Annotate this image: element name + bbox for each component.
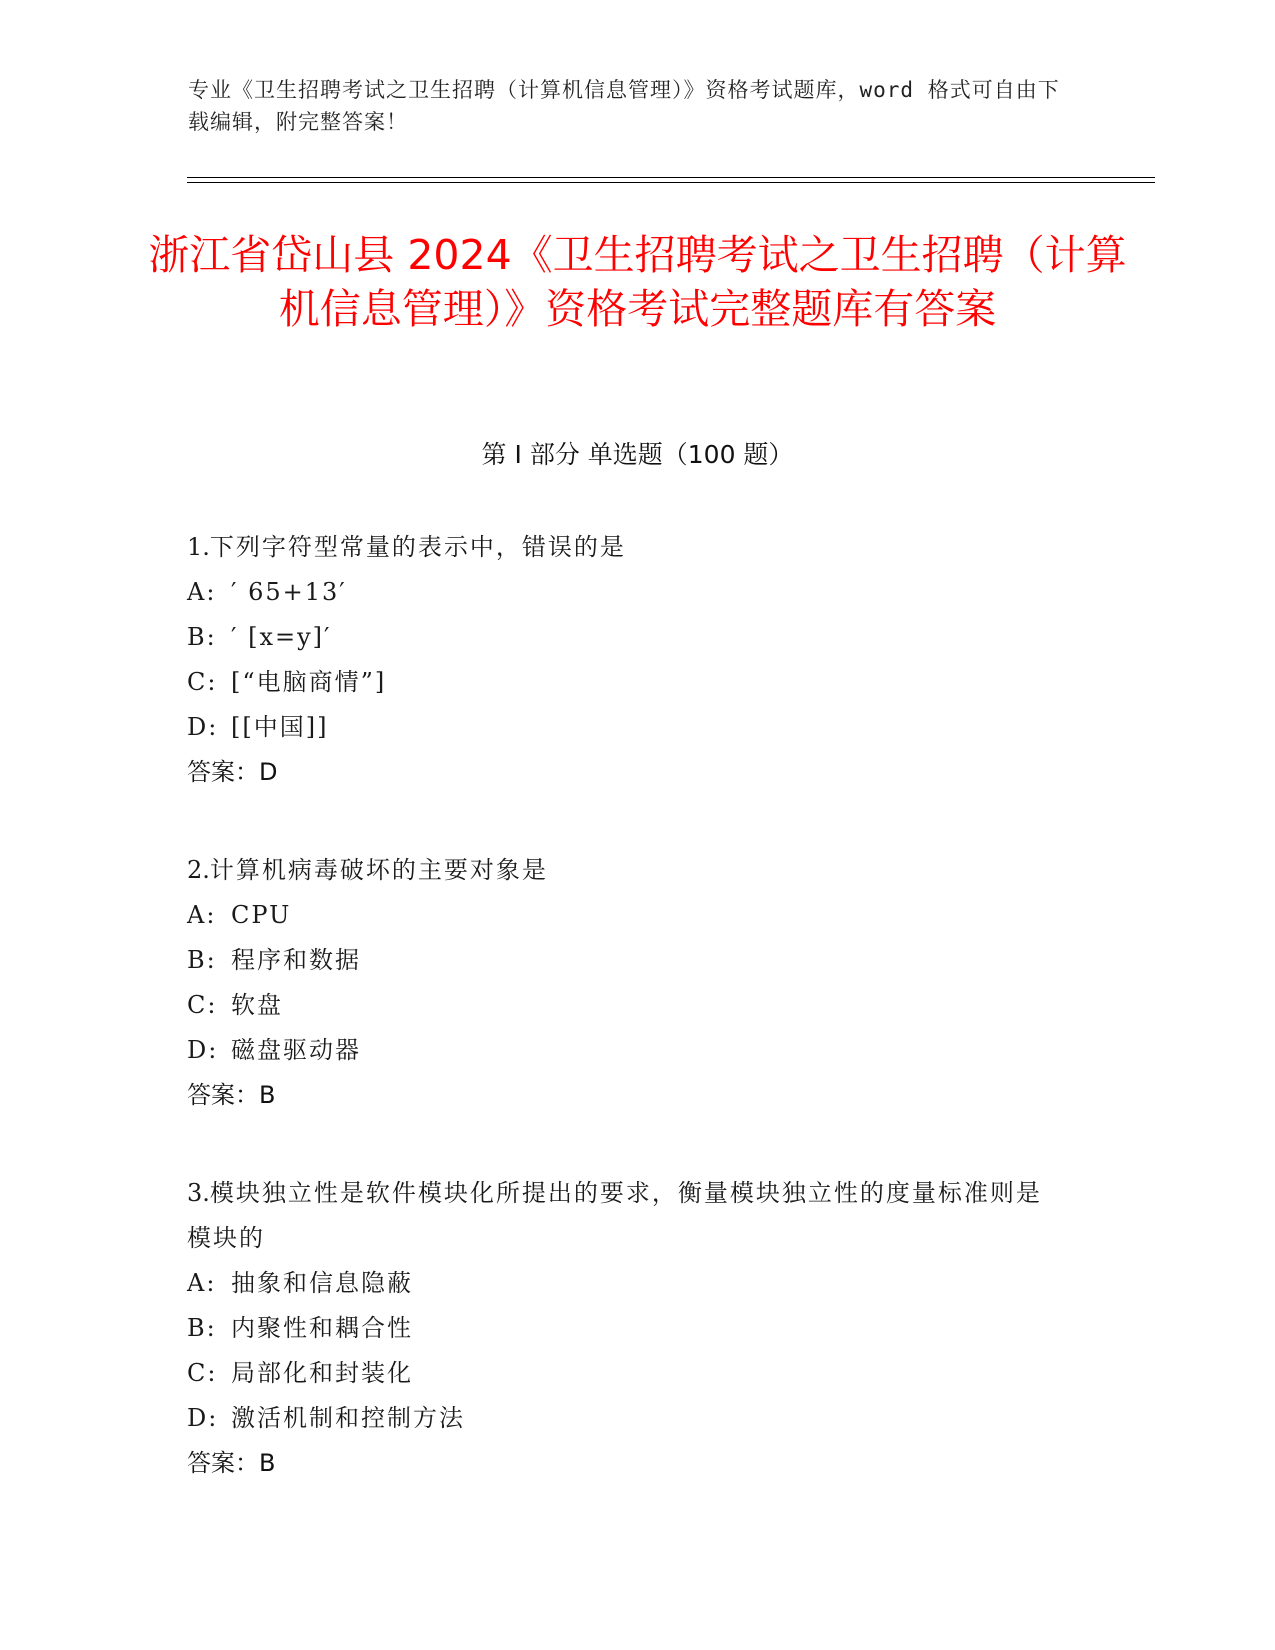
question-list xyxy=(187,525,1067,1539)
question-1 xyxy=(187,525,1067,795)
question-2 xyxy=(187,848,1067,1118)
question-stem xyxy=(187,1171,1067,1261)
option-text: 激活机制和控制方法 xyxy=(231,1404,465,1432)
option-d xyxy=(187,705,1067,750)
option-d xyxy=(187,1028,1067,1073)
answer-line: 答案：B xyxy=(187,1081,276,1109)
answer-line: 答案：D xyxy=(187,758,278,786)
option-key: D: xyxy=(187,713,219,741)
option-text: 磁盘驱动器 xyxy=(231,1036,361,1064)
question-3 xyxy=(187,1171,1067,1486)
option-text: 内聚性和耦合性 xyxy=(231,1314,413,1342)
option-c xyxy=(187,983,1067,1028)
document-title: 浙江省岱山县 2024《卫生招聘考试之卫生招聘（计算机信息管理）》资格考试完整题库有答案 xyxy=(148,231,1127,333)
option-b xyxy=(187,615,1067,660)
option-key: B: xyxy=(187,946,217,974)
question-number: 2. xyxy=(187,856,210,884)
option-a xyxy=(187,1261,1067,1306)
option-text: 抽象和信息隐蔽 xyxy=(231,1269,413,1297)
section-title: 第 I 部分 单选题（100 题） xyxy=(481,440,794,469)
option-key: A: xyxy=(187,578,217,606)
option-key: C: xyxy=(187,668,218,696)
header-divider-thick xyxy=(187,177,1155,178)
option-key: C: xyxy=(187,1359,218,1387)
option-a xyxy=(187,893,1067,938)
option-text: 局部化和封装化 xyxy=(231,1359,413,1387)
option-text: ′ [x=y]′ xyxy=(231,623,332,651)
option-key: B: xyxy=(187,1314,217,1342)
option-text: [“电脑商情”] xyxy=(231,668,387,696)
question-number: 1. xyxy=(187,533,210,561)
question-stem xyxy=(187,848,1067,893)
question-text: 下列字符型常量的表示中，错误的是 xyxy=(209,533,626,561)
option-key: C: xyxy=(187,991,218,1019)
option-b xyxy=(187,938,1067,983)
option-c xyxy=(187,1351,1067,1396)
question-number: 3. xyxy=(187,1179,210,1207)
option-d xyxy=(187,1396,1067,1441)
header-note: 专业《卫生招聘考试之卫生招聘（计算机信息管理）》资格考试题库，word 格式可自由下载编辑，附完整答案！ xyxy=(188,78,1060,134)
option-text: [[中国]] xyxy=(231,713,329,741)
option-b xyxy=(187,1306,1067,1351)
option-key: D: xyxy=(187,1404,219,1432)
option-text: 程序和数据 xyxy=(231,946,361,974)
option-key: A: xyxy=(187,901,217,929)
option-key: A: xyxy=(187,1269,217,1297)
question-text: 计算机病毒破坏的主要对象是 xyxy=(209,856,548,884)
option-text: 软盘 xyxy=(231,991,283,1019)
question-stem xyxy=(187,525,1067,570)
answer-line: 答案：B xyxy=(187,1449,276,1477)
option-key: B: xyxy=(187,623,217,651)
option-key: D: xyxy=(187,1036,219,1064)
option-text: ′ 65+13′ xyxy=(231,578,347,606)
option-a xyxy=(187,570,1067,615)
header-divider-thin xyxy=(187,182,1155,183)
option-c xyxy=(187,660,1067,705)
question-text: 模块独立性是软件模块化所提出的要求，衡量模块独立性的度量标准则是模块的 xyxy=(187,1179,1042,1252)
option-text: CPU xyxy=(231,901,292,929)
